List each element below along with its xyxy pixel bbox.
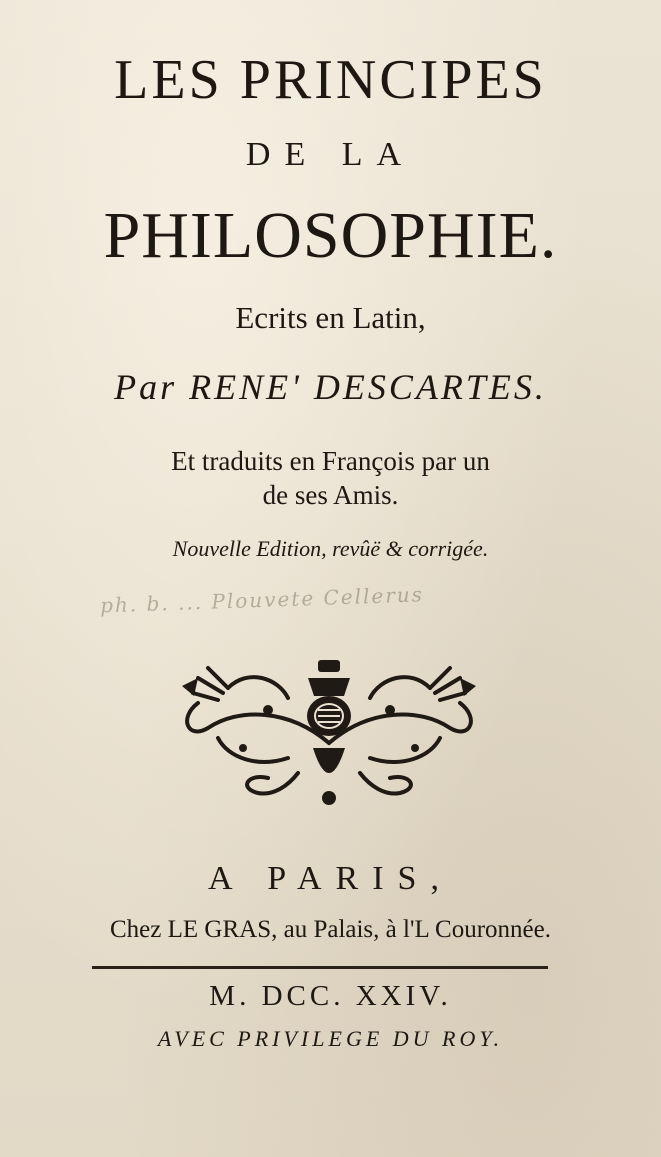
privilege-line: AVEC PRIVILEGE DU ROY. — [157, 1026, 504, 1051]
ornament-vignette — [168, 648, 490, 808]
translation-line-1: Et traduits en François par un — [171, 446, 490, 476]
divider-rule — [92, 966, 548, 969]
imprint-year: M. DCC. XXIV. — [209, 980, 452, 1012]
title-line-principes: LES PRINCIPES — [114, 49, 547, 111]
imprint-city: A PARIS, — [208, 860, 453, 897]
handwritten-signature: ph. b. ... Plouvete Cellerus — [99, 582, 425, 618]
subtitle-latin: Ecrits en Latin, — [235, 300, 426, 335]
author-line: Par RENE' DESCARTES. — [114, 367, 547, 407]
edition-line: Nouvelle Edition, revûë & corrigée. — [172, 536, 489, 561]
translation-line-2: de ses Amis. — [262, 480, 399, 510]
imprint-publisher: Chez LE GRAS, au Palais, à l'L Couronnée. — [110, 916, 551, 943]
title-line-de-la: DE LA — [245, 136, 416, 173]
title-line-philosophie: PHILOSOPHIE. — [103, 199, 558, 272]
